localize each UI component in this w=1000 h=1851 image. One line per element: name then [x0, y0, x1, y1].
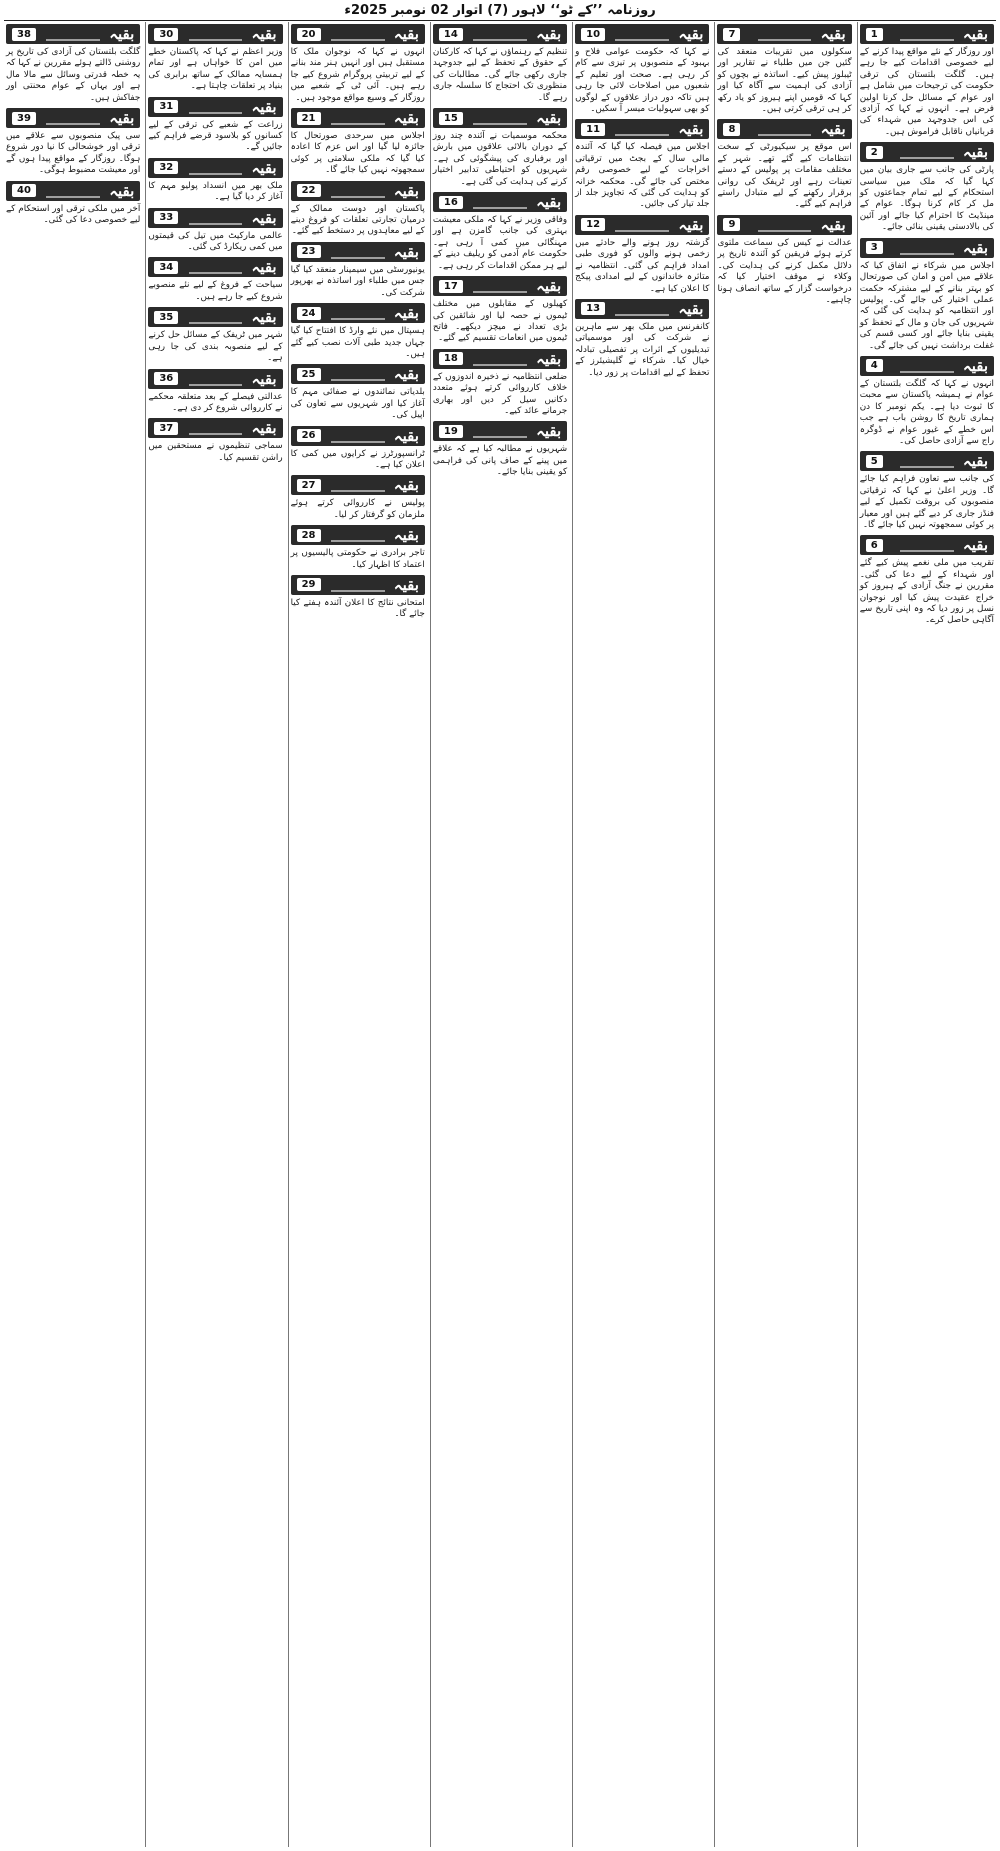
continuation-word: بقیہ: [820, 120, 846, 139]
continuation-number: 32: [154, 161, 178, 174]
continuation-block: [291, 24, 425, 104]
continuation-text: سی پیک منصوبوں سے علاقے میں ترقی اور خوشحالی کا نیا دور شروع ہوگا۔ روزگار کے مواقع پیدا ہوں گے اور معیشت مضبوط ہوگی۔: [6, 131, 141, 176]
continuation-header: [433, 421, 567, 441]
continuation-text: گزشتہ روز ہونے والے حادثے میں زخمی ہونے والوں کو فوری طبی امداد فراہم کی گئی۔ انتظامیہ نے متاثرہ خاندانوں کے لیے امدادی پیکج کا اعلان کیا ہے۔: [575, 237, 710, 294]
continuation-text: انہوں نے کہا کہ گلگت بلتستان کے عوام نے ہمیشہ پاکستان سے محبت کا ثبوت دیا ہے۔ یکم نومبر کا دن ہماری تاریخ کا روشن باب ہے جب اس خطے کے غیور عوام نے ڈوگرہ راج سے آزادی حاصل کی۔: [859, 378, 994, 446]
continuation-header: [717, 119, 851, 139]
continuation-header: [291, 364, 425, 384]
continuation-block: [148, 307, 282, 364]
continuation-header: [148, 418, 282, 438]
text-column: [145, 22, 284, 1847]
continuation-block: [717, 215, 851, 306]
continuation-number: 18: [439, 352, 463, 365]
continuation-word: بقیہ: [393, 476, 419, 495]
continuation-number: 25: [297, 368, 321, 381]
continuation-word: بقیہ: [393, 242, 419, 261]
continuation-number: 14: [439, 28, 463, 41]
continuation-header: [291, 475, 425, 495]
continuation-block: [860, 451, 994, 531]
text-column: [4, 22, 142, 1847]
continuation-block: [575, 24, 709, 115]
continuation-header: [291, 242, 425, 262]
continuation-block: [717, 119, 851, 210]
continuation-word: بقیہ: [393, 526, 419, 545]
continuation-word: بقیہ: [820, 215, 846, 234]
continuation-header: [575, 299, 709, 319]
continuation-text: وفاقی وزیر نے کہا کہ ملکی معیشت بہتری کی جانب گامزن ہے اور مہنگائی میں کمی آ رہی ہے۔ حکومت عام آدمی کو ریلیف دینے کے لیے ہر ممکن اقدامات کر رہی ہے۔: [432, 215, 568, 271]
continuation-word: بقیہ: [678, 215, 704, 234]
continuation-number: 2: [866, 146, 883, 159]
continuation-header: [575, 215, 709, 235]
continuation-number: 11: [581, 123, 605, 136]
continuation-block: [6, 24, 140, 104]
continuation-number: 6: [866, 539, 883, 552]
continuation-number: 34: [154, 261, 178, 274]
continuation-number: 3: [866, 241, 883, 254]
continuation-header: [433, 276, 567, 296]
continuation-word: بقیہ: [251, 258, 277, 277]
continuation-word: بقیہ: [109, 181, 135, 200]
continuation-block: [433, 24, 567, 104]
continuation-block: [291, 475, 425, 521]
continuation-text: اجلاس میں سرحدی صورتحال کا جائزہ لیا گیا اور اس عزم کا اعادہ کیا گیا کہ ملکی سلامتی پر کوئی سمجھوتہ نہیں کیا جائے گا۔: [290, 131, 425, 176]
continuation-word: بقیہ: [962, 452, 988, 471]
text-column: [572, 22, 711, 1847]
continuation-text: نے کہا کہ حکومت عوامی فلاح و بہبود کے منصوبوں پر تیزی سے کام کر رہی ہے۔ صحت اور تعلیم کے شعبوں میں اصلاحات لائی جا رہی ہیں تاکہ دور دراز علاقوں کے لوگوں کو بھی سہولیات میسر آ سکیں۔: [575, 47, 710, 115]
continuation-block: [291, 303, 425, 360]
continuation-text: پولیس نے کارروائی کرتے ہوئے ملزمان کو گرفتار کر لیا۔: [290, 498, 425, 520]
continuation-word: بقیہ: [536, 25, 562, 43]
continuation-word: بقیہ: [393, 575, 419, 594]
continuation-text: امتحانی نتائج کا اعلان آئندہ ہفتے کیا جائے گا۔: [290, 597, 425, 620]
continuation-word: بقیہ: [251, 369, 277, 388]
continuation-text: زراعت کے شعبے کی ترقی کے لیے کسانوں کو بلاسود قرضے فراہم کیے جائیں گے۔: [148, 119, 283, 153]
text-column: [288, 22, 427, 1847]
continuation-number: 4: [866, 359, 883, 372]
continuation-text: ٹرانسپورٹرز نے کرایوں میں کمی کا اعلان کیا ہے۔: [290, 448, 425, 470]
continuation-text: تنظیم کے رہنماؤں نے کہا کہ کارکنان کے حقوق کے تحفظ کے لیے جدوجہد جاری رکھی جائے گی۔ مطالبات کی منظوری تک احتجاج کا سلسلہ جاری رہے گا۔: [432, 47, 568, 103]
continuation-word: بقیہ: [393, 25, 419, 43]
continuation-text: عالمی مارکیٹ میں تیل کی قیمتوں میں کمی ریکارڈ کی گئی۔: [148, 230, 283, 253]
continuation-text: اجلاس میں شرکاء نے اتفاق کیا کہ علاقے میں امن و امان کی صورتحال کو بہتر بنانے کے لیے مشترکہ حکمت عملی اختیار کی جائے گی۔ پولیس اور انتظامیہ کو ہدایت کی گئی کہ شہریوں کی جان و مال کے تحفظ کو یقینی بنایا جائے اور کسی قسم کی غفلت برداشت نہیں کی جائے گی۔: [859, 260, 994, 351]
continuation-text: ہسپتال میں نئے وارڈ کا افتتاح کیا گیا جہاں جدید طبی آلات نصب کیے گئے ہیں۔: [290, 326, 425, 359]
continuation-word: بقیہ: [962, 536, 988, 555]
continuation-header: [717, 24, 851, 44]
continuation-block: [717, 24, 851, 115]
text-column: [714, 22, 853, 1847]
continuation-block: [860, 238, 994, 352]
continuation-number: 33: [154, 211, 178, 224]
continuation-word: بقیہ: [393, 181, 419, 200]
continuation-word: بقیہ: [251, 419, 277, 438]
continuation-block: [148, 24, 282, 93]
continuation-word: بقیہ: [820, 25, 846, 43]
continuation-word: بقیہ: [251, 97, 277, 116]
continuation-number: 15: [439, 112, 463, 125]
continuation-number: 12: [581, 218, 605, 231]
continuation-header: [860, 356, 994, 376]
continuation-block: [433, 108, 567, 188]
continuation-header: [6, 24, 140, 44]
continuation-text: وزیر اعظم نے کہا کہ پاکستان خطے میں امن کا خواہاں ہے اور تمام ہمسایہ ممالک کے ساتھ برابری کی بنیاد پر تعلقات چاہتا ہے۔: [148, 47, 283, 92]
continuation-number: 1: [866, 28, 883, 41]
continuation-block: [575, 215, 709, 295]
continuation-header: [860, 238, 994, 258]
continuation-number: 24: [297, 307, 321, 320]
continuation-block: [433, 421, 567, 478]
continuation-header: [433, 108, 567, 128]
continuation-block: [291, 108, 425, 177]
continuation-text: عدالت نے کیس کی سماعت ملتوی کرتے ہوئے فریقین کو آئندہ تاریخ پر دلائل مکمل کرنے کی ہدایت کی۔ وکلاء نے موقف اختیار کیا کہ درخواست گزار کے ساتھ انصاف ہونا چاہیے۔: [717, 237, 852, 305]
continuation-text: شہریوں نے مطالبہ کیا ہے کہ علاقے میں پینے کے صاف پانی کی فراہمی کو یقینی بنایا جائے۔: [432, 444, 568, 478]
continuation-word: بقیہ: [962, 356, 988, 375]
continuation-header: [148, 97, 282, 117]
continuation-number: 27: [297, 479, 321, 492]
continuation-word: بقیہ: [393, 109, 419, 128]
continuation-block: [433, 276, 567, 345]
continuation-text: گلگت بلتستان کی آزادی کی تاریخ پر روشنی ڈالتے ہوئے مقررین نے کہا کہ یہ خطہ قدرتی وسائل سے مالا مال ہے اور یہاں کے عوام محنتی اور جفاکش ہیں۔: [6, 47, 141, 103]
continuation-text: انہوں نے کہا کہ نوجوان ملک کا مستقبل ہیں اور انہیں ہنر مند بنانے کے لیے تربیتی پروگرام شروع کیے جا رہے ہیں۔ آئی ٹی کے شعبے میں روزگار کے وسیع مواقع موجود ہیں۔: [290, 47, 425, 103]
continuation-word: بقیہ: [251, 158, 277, 177]
continuation-word: بقیہ: [393, 426, 419, 445]
continuation-word: بقیہ: [251, 308, 277, 327]
continuation-block: [291, 364, 425, 421]
continuation-number: 16: [439, 196, 463, 209]
continuation-header: [860, 24, 994, 44]
continuation-number: 39: [12, 112, 36, 125]
continuation-block: [148, 418, 282, 464]
continuation-text: ضلعی انتظامیہ نے ذخیرہ اندوزوں کے خلاف کارروائی کرتے ہوئے متعدد دکانیں سیل کر دیں اور بھاری جرمانے عائد کیے۔: [432, 371, 568, 416]
continuation-text: اس موقع پر سیکیورٹی کے سخت انتظامات کیے گئے تھے۔ شہر کے مختلف مقامات پر پولیس کے دستے تعینات رہے اور ٹریفک کی روانی برقرار رکھنے کے لیے متبادل راستے فراہم کیے گئے۔: [717, 142, 852, 210]
continuation-header: [433, 192, 567, 212]
continuation-header: [717, 215, 851, 235]
continuation-text: شہر میں ٹریفک کے مسائل حل کرنے کے لیے منصوبہ بندی کی جا رہی ہے۔: [148, 330, 283, 364]
continuation-text: پارٹی کی جانب سے جاری بیان میں کہا گیا کہ ملک میں سیاسی استحکام کے لیے تمام جماعتوں کو مل کر کام کرنا ہوگا۔ عوام کے مینڈیٹ کا احترام کیا جائے اور آئین کی بالادستی یقینی بنائی جائے۔: [859, 165, 994, 233]
continuation-block: [291, 575, 425, 621]
continuation-header: [148, 24, 282, 44]
continuation-number: 31: [154, 100, 178, 113]
continuation-text: آخر میں ملکی ترقی اور استحکام کے لیے خصوصی دعا کی گئی۔: [6, 203, 141, 226]
continuation-block: [148, 208, 282, 254]
continuation-word: بقیہ: [536, 277, 562, 296]
continuation-header: [6, 181, 140, 201]
continuation-header: [148, 158, 282, 178]
continuation-text: یونیورسٹی میں سیمینار منعقد کیا گیا جس میں طلباء اور اساتذہ نے بھرپور شرکت کی۔: [290, 264, 425, 298]
continuation-header: [433, 349, 567, 369]
continuation-word: بقیہ: [251, 25, 277, 43]
continuation-block: [860, 356, 994, 447]
continuation-text: سیاحت کے فروغ کے لیے نئے منصوبے شروع کیے جا رہے ہیں۔: [148, 280, 283, 302]
continuation-word: بقیہ: [536, 193, 562, 212]
continuation-header: [148, 208, 282, 228]
continuation-number: 36: [154, 372, 178, 385]
continuation-header: [6, 108, 140, 128]
continuation-number: 35: [154, 311, 178, 324]
continuation-header: [291, 24, 425, 44]
continuation-number: 29: [297, 578, 321, 591]
continuation-header: [148, 369, 282, 389]
masthead-dateline: روزنامہ ’’کے ٹو‘‘ لاہور (7) اتوار 02 نومبر 2025ء: [4, 0, 996, 21]
continuation-number: 10: [581, 28, 605, 41]
continuation-word: بقیہ: [678, 120, 704, 139]
continuation-text: تقریب میں ملی نغمے پیش کیے گئے اور شہداء کے لیے دعا کی گئی۔ مقررین نے جنگ آزادی کے ہیروز کو خراج عقیدت پیش کیا اور نوجوان نسل پر زور دیا کہ وہ اپنی تاریخ سے آگاہی حاصل کرے۔: [859, 558, 994, 626]
continuation-header: [860, 142, 994, 162]
continuation-number: 38: [12, 28, 36, 41]
continuation-header: [148, 307, 282, 327]
continuation-text: سکولوں میں تقریبات منعقد کی گئیں جن میں طلباء نے تقاریر اور ٹیبلوز پیش کیے۔ اساتذہ نے بچوں کو آزادی کی اہمیت سے آگاہ کیا اور کہا کہ قومیں اپنے ہیروز کو یاد رکھ کر ہی ترقی کرتی ہیں۔: [717, 47, 852, 115]
text-column: [430, 22, 569, 1847]
continuation-text: بلدیاتی نمائندوں نے صفائی مہم کا آغاز کیا اور شہریوں سے تعاون کی اپیل کی۔: [290, 387, 425, 421]
continuation-header: [148, 257, 282, 277]
continuation-block: [291, 181, 425, 238]
continuation-number: 20: [297, 28, 321, 41]
continuation-word: بقیہ: [536, 349, 562, 368]
continuation-word: بقیہ: [536, 422, 562, 441]
continuation-block: [433, 192, 567, 272]
continuation-word: بقیہ: [251, 208, 277, 227]
continuation-text: اور روزگار کے نئے مواقع پیدا کرنے کے لیے خصوصی اقدامات کیے جا رہے ہیں۔ گلگت بلتستان کی ترقی حکومت کی ترجیحات میں شامل ہے اور عوام کے مسائل حل کرنا اولین فرض ہے۔ انہوں نے کہا کہ آزادی کی اس جدوجہد میں شہداء کی قربانیاں ناقابل فراموش ہیں۔: [859, 47, 994, 137]
continuation-number: 7: [723, 28, 740, 41]
continuation-text: اجلاس میں فیصلہ کیا گیا کہ آئندہ مالی سال کے بجٹ میں ترقیاتی اخراجات کے لیے خصوصی رقم مختص کی جائے گی۔ محکمہ خزانہ کو ہدایت کی گئی کہ تجاویز جلد از جلد تیار کی جائیں۔: [575, 142, 710, 210]
continuation-text: کھیلوں کے مقابلوں میں مختلف ٹیموں نے حصہ لیا اور شائقین کی بڑی تعداد نے میچز دیکھے۔ فاتح ٹیموں میں انعامات تقسیم کیے گئے۔: [432, 299, 568, 344]
continuation-number: 9: [723, 218, 740, 231]
continuation-number: 37: [154, 422, 178, 435]
continuation-header: [291, 303, 425, 323]
continuation-word: بقیہ: [109, 109, 135, 128]
continuation-number: 40: [12, 184, 36, 197]
columns-container: [4, 22, 996, 1847]
continuation-block: [860, 24, 994, 138]
continuation-number: 22: [297, 184, 321, 197]
continuation-header: [860, 451, 994, 471]
continuation-word: بقیہ: [962, 238, 988, 257]
text-column: [857, 22, 996, 1847]
continuation-header: [291, 181, 425, 201]
continuation-text: کی جانب سے تعاون فراہم کیا جائے گا۔ وزیر اعلیٰ نے کہا کہ ترقیاتی منصوبوں کی بروقت تکمیل کے لیے فنڈز جاری کر دیے گئے ہیں اور معیار پر کوئی سمجھوتہ نہیں کیا جائے گا۔: [859, 474, 994, 530]
continuation-number: 8: [723, 123, 740, 136]
continuation-number: 17: [439, 280, 463, 293]
continuation-number: 19: [439, 425, 463, 438]
continuation-number: 5: [866, 455, 883, 468]
continuation-word: بقیہ: [962, 25, 988, 43]
continuation-block: [291, 426, 425, 472]
continuation-number: 13: [581, 302, 605, 315]
continuation-block: [148, 158, 282, 204]
continuation-header: [575, 24, 709, 44]
continuation-block: [575, 299, 709, 379]
continuation-number: 26: [297, 429, 321, 442]
continuation-text: عدالتی فیصلے کے بعد متعلقہ محکمے نے کارروائی شروع کر دی ہے۔: [148, 391, 283, 413]
continuation-header: [860, 535, 994, 555]
continuation-header: [575, 119, 709, 139]
continuation-block: [148, 97, 282, 154]
continuation-block: [575, 119, 709, 210]
continuation-text: محکمہ موسمیات نے آئندہ چند روز کے دوران بالائی علاقوں میں بارش اور برفباری کی پیشگوئی کی ہے۔ شہریوں کو احتیاطی تدابیر اختیار کرنے کی ہدایت کی گئی ہے۔: [432, 131, 568, 187]
continuation-block: [291, 242, 425, 299]
continuation-word: بقیہ: [678, 299, 704, 318]
continuation-text: تاجر برادری نے حکومتی پالیسیوں پر اعتماد کا اظہار کیا۔: [290, 548, 425, 570]
continuation-block: [291, 525, 425, 571]
continuation-word: بقیہ: [393, 365, 419, 384]
continuation-block: [148, 369, 282, 415]
continuation-word: بقیہ: [109, 25, 135, 43]
continuation-block: [6, 108, 140, 177]
continuation-block: [860, 142, 994, 233]
continuation-number: 23: [297, 245, 321, 258]
continuation-word: بقیہ: [678, 25, 704, 43]
continuation-header: [291, 108, 425, 128]
continuation-header: [291, 575, 425, 595]
continuation-number: 21: [297, 112, 321, 125]
continuation-block: [148, 257, 282, 303]
continuation-text: ملک بھر میں انسداد پولیو مہم کا آغاز کر دیا گیا ہے۔: [148, 180, 283, 203]
continuation-number: 30: [154, 28, 178, 41]
continuation-block: [433, 349, 567, 418]
continuation-number: 28: [297, 529, 321, 542]
continuation-block: [6, 181, 140, 227]
continuation-word: بقیہ: [962, 143, 988, 162]
continuation-block: [860, 535, 994, 626]
continuation-header: [291, 525, 425, 545]
continuation-text: پاکستان اور دوست ممالک کے درمیان تجارتی تعلقات کو فروغ دینے کے لیے معاہدوں پر دستخط کیے گئے۔: [290, 203, 425, 237]
continuation-word: بقیہ: [393, 304, 419, 323]
continuation-text: کانفرنس میں ملک بھر سے ماہرین نے شرکت کی اور موسمیاتی تبدیلیوں کے اثرات پر تفصیلی تبادلہ خیال کیا۔ شرکاء نے گلیشیئرز کے تحفظ کے لیے اقدامات پر زور دیا۔: [575, 321, 710, 378]
continuation-word: بقیہ: [536, 109, 562, 128]
continuation-header: [291, 426, 425, 446]
continuation-text: سماجی تنظیموں نے مستحقین میں راشن تقسیم کیا۔: [148, 441, 283, 463]
continuation-header: [433, 24, 567, 44]
